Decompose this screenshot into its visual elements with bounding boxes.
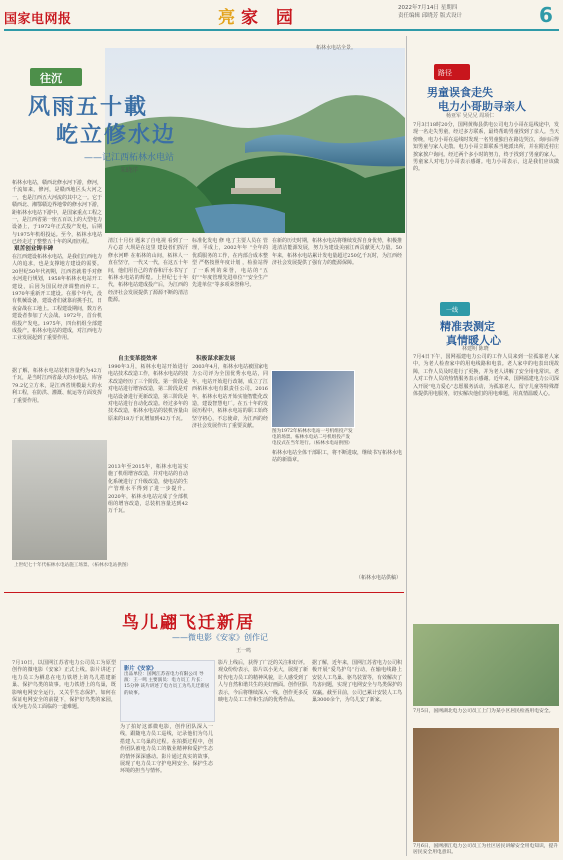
dateline bbox=[398, 4, 462, 20]
story2-badge-label: 一线 bbox=[446, 307, 459, 314]
feature-col4-text: 在新的历史时期，柘林水电站将继续发挥自身优势，积极推进清洁能源发展，努力为建设美丽江西贡献更大力量。50年来，柘林水电站累计发电量超过250亿千瓦时，为江西经济社会发展提供了强有力的能源保障。 bbox=[272, 238, 403, 267]
feature-tag-label: 往沉 bbox=[40, 72, 62, 85]
feature-col2-text3: 2013年至2015年，柘林水电站实施了机组增容改造，并对电站的自动化系统进行了升级改造，使电站的生产管理水平得到了进一步提升。2020年，柘林水电站完成了全部机组的增容改造，总装机容量达到42万千瓦。 bbox=[108, 464, 189, 515]
feature-col3-text2: 2003年4月，柘林水电站被国家电力公司评为全国优秀水电站，同年，电站开始进行改制，成立了江西柘林水电有限责任公司。2016年，柘林水电站开始实施智能化改造，建设智慧电厂。在五十年的发展历程中，柘林水电站的职工始终坚守初心，不忘使命，为江西的经济社会发展作出了重要贡献。 bbox=[192, 364, 268, 430]
story1-headline-line1: 男童误食走失 bbox=[427, 86, 493, 99]
story2-headline-line1: 精准表测定 bbox=[440, 320, 495, 333]
feature-headline-line1: 风雨五十載 bbox=[28, 94, 149, 120]
bird-story-col4: 据了解，近年来，国网江苏省电力公司积极开展“爱鸟护鸟”行动，在输电线路上安装人工鸟巢、驱鸟装置等，有效解决了鸟害问题，实现了电网安全与鸟类保护的双赢。截至目前，公司已累计安装人工鸟巢3000余个，为鸟儿安了新家。 bbox=[312, 660, 403, 704]
historic-photo-caption: 上世纪七十年代柘林水电站施工场景。（柘林水电站供图） bbox=[14, 563, 132, 568]
newspaper-logo: 国家电网报 bbox=[4, 12, 72, 27]
dateline-date: 2022年7月14日 星期四 bbox=[398, 5, 458, 11]
bird-story-col1: 7月10日，以国网江苏省电力公司员工为原型创作的微电影《安家》正式上线。影片讲述了电力员工为栖息在电力铁塔上的鸟儿搭建新巢、保护鸟类的故事。电力铁塔上的鸟巢，既影响电网安全运行，又关乎生态保护。如何在保证电网安全的前提下，保护好鸟类的家园，成为电力员工面临的一道难题。 bbox=[12, 660, 116, 711]
section-title bbox=[218, 3, 299, 28]
bird-story-col2: 为了拍好这部微电影，创作团队深入一线，跟随电力员工巡线，记录他们为鸟儿搭建人工鸟巢的过程。在拍摄过程中，创作团队被电力员工的敬业精神和爱护生态的情怀深深感动。影片通过真实的故事，展现了电力员工守护电网安全、保护生态环境的担当与情怀。 bbox=[120, 724, 213, 775]
feature-col2-text2: 1990年3月，柘林水电站开始进行电站技术改造工作，柘林水电站的技术改造经历了三个阶段。第一阶段是对电站进行增容改造，第二阶段是对电站设备进行更新改造，第三阶段是对电站进行自动化改造。经过多年的技术改造，柘林水电站的装机容量由原来的18万千瓦增加到42万千瓦。 bbox=[108, 364, 189, 422]
bird-story-subhead: ——微电影《安家》创作记 bbox=[172, 633, 268, 642]
right-photo-2 bbox=[413, 728, 559, 842]
right-photo-2-caption: 7月6日，国网浙江电力公司员工为社区居民讲解安全用电知识，提升居民安全用电意识。 bbox=[413, 844, 559, 856]
inset-photo-caption: 图为1972年柘林水电站一号机组投产发电的场景。柘林水电站二号机组投产发电仪式在当年进行。（柘林水电站供图） bbox=[272, 429, 353, 447]
right-photo-1 bbox=[413, 624, 559, 706]
section-title-main: 家 园 bbox=[241, 8, 299, 28]
column-divider bbox=[406, 36, 407, 856]
dateline-editor: 责任编辑 邱晓芳 版式设计 bbox=[398, 13, 462, 19]
page-number: 6 bbox=[539, 3, 553, 27]
feature-col2-text: 清江十月份 题来了自电视 看到了一片心意 大坝是在这里 建设者们挥汗 修水河畔 在柘林的山间，柘林人一直在坚守，一代又一代，在这五十年间，他们用自己的青春和汗水书写了柘林水电站的辉煌。上世纪七十年代，柘林电站建成投产后，为江西的经济社会发展提供了源源不断的清洁能源。 bbox=[108, 238, 189, 304]
feature-headline-line2: 屹立修水边 bbox=[56, 122, 177, 148]
feature-subhead: ——记江西柘林水电站 bbox=[84, 153, 175, 163]
feature-end-note: （柘林水电站供稿） bbox=[356, 575, 402, 581]
story1-badge-label: 路径 bbox=[438, 69, 452, 77]
feature-subheading-1: 艰苦创业铸丰碑 bbox=[14, 246, 54, 252]
feature-subheading-3: 积极谋求新发展 bbox=[196, 356, 236, 362]
feature-intro: 柘林水电站，赣西北修水河下游，修河，千流如来，修河，是赣西地区头大河之一，也是江西五大河流的其中之一。它于赣西北、湘鄂赣边界地带的修水河下游，距柘林水电站下游中，是国家重点工程之一，是江西省第一座五百以上的大型电力设备上，于1972年正式投产发电，后期与1975年机组投运。至今，柘林水电站已经走过了整整五十年的风雨历程。 bbox=[12, 180, 103, 246]
story1-headline-line2: 电力小哥助寻亲人 bbox=[438, 100, 526, 113]
story1-text: 7月3日18时20分，国网黄梅县供电公司电力小哥在巡线途中，发现一名走失男童，经过多方联系，最终帮助男童找到了亲人。当天傍晚，电力小哥在巡线时发现一名男童独自在路边哭泣，询问后得知男童与家人走散。电力小哥立即联系当地派出所，并在附近村庄挨家挨户询问。经过两个多小时的努力，终于找到了男童的家人。男童家人对电力小哥表示感谢。电力小哥表示，这是我们应该做的。 bbox=[413, 122, 559, 173]
right-photo-1-caption: 7月5日，国网湖北电力公司员工上门为某小区居民检查用电安全。 bbox=[413, 709, 554, 714]
header-rule bbox=[4, 29, 559, 31]
inset-photo bbox=[271, 370, 355, 428]
bird-story-headline: 鸟儿翩飞迁新居 bbox=[122, 613, 255, 633]
feature-col1-text2: 据了解，柘林水电站装机容量约为42万千瓦，是当时江西省最大的水电站，库容79.2亿立方米，是江西省规模最大的水利工程，在防洪、灌溉、航运等方面发挥了重要作用。 bbox=[12, 368, 103, 404]
bottom-section-rule bbox=[4, 592, 404, 593]
story1-byline: 杨亚军 吴兄兄 周项仁 bbox=[446, 113, 495, 119]
feature-col3-text: 标准化发电 修 电了主要人员在 管理，平成上，2002年年 “全年的优质服务的工作，在内部合成本整型 严格按照年度计划 ，检验站得了一系列的荣誉，电站的“五 好”“年度管理先进单位”“安全生产 先进单位”等多项荣誉称号。 bbox=[192, 238, 268, 289]
feature-col4-text2: 柘林水电站全体干部职工，将不断进取，继续书写柘林水电站的新篇章。 bbox=[272, 450, 403, 464]
section-title-accent: 亮 bbox=[218, 8, 241, 28]
feature-col1-text: 在江西建设柘林水电站，是我们江西电力人的追求，也是支撑地方建设的需要。20世纪50年代初期，江西省就着手对修水河进行规划，1958年柘林水电站开工建设，后因为国民经济调整而停工。1970年重新开工建设。在那个年代，没有机械设备，建设者们就靠肩挑手扛，日夜奋战在工地上。工程建设期间，数万名建设者参加了大会战。1972年，首台机组投产发电。1975年，四台机组全部建成投产。柘林水电站的建成，对江西电力工业发展起到了重要作用。 bbox=[12, 254, 103, 342]
bird-story-col3: 影片上线后，获得了广泛的关注和好评。观众纷纷表示，影片以小见大，展现了新时代电力员工的精神风貌，让人感受到了人与自然和谐共生的美好画面。创作团队表示，今后将继续深入一线，创作更多反映电力员工工作和生活的优秀作品。 bbox=[218, 660, 309, 704]
film-info-text: 出品单位：国网江苏省电力有限公司 导演：王一鸣 主要演员：电力员工 片长：15分钟 该片讲述了电力员工为鸟儿迁新居的故事。 bbox=[124, 672, 210, 696]
feature-byline: 朱晓洋 bbox=[120, 167, 139, 174]
film-info-title: 影片《安家》 bbox=[124, 666, 157, 672]
story2-headline-line2: 真情暖人心 bbox=[446, 334, 501, 347]
historic-construction-photo bbox=[12, 440, 107, 560]
story2-text: 7月4日下午，国网福建电力公司的工作人员来到一位孤寡老人家中，为老人检查家中的用电线路和电表。老人家中的电表出现故障，工作人员及时进行了更换，并为老人讲解了安全用电常识。老人对工作人员的热情服务表示感谢。近年来，国网福建电力公司深入开展“电力爱心”志愿服务活动，为孤寡老人、留守儿童等特殊群体提供用电服务，切实解决他们的用电难题，用真情温暖人心。 bbox=[413, 354, 559, 398]
feature-subheading-2: 自主变革提效率 bbox=[118, 356, 158, 362]
story2-byline: 林建明 陈晓 bbox=[462, 346, 489, 352]
hero-photo-caption: 柘林水电站全景。 bbox=[316, 45, 357, 51]
bird-story-byline: 王一鸣 bbox=[236, 648, 252, 654]
